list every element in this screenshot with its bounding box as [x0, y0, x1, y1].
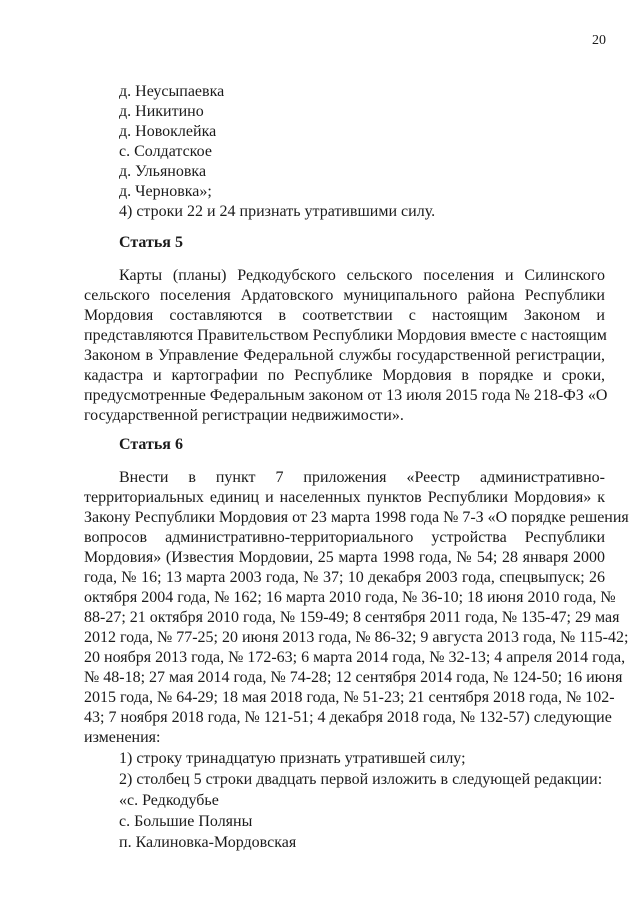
list-item: 4) строки 22 и 24 признать утратившими силу.: [119, 203, 436, 220]
article-6-line: Внести в пункт 7 приложения «Реестр административно-: [119, 469, 605, 486]
list-item: с. Солдатское: [119, 143, 212, 160]
article-6-line: 88-27; 21 октября 2010 года, № 159-49; 8 сентября 2011 года, № 135-47; 29 мая: [84, 609, 620, 626]
change-item: 1) строку тринадцатую признать утратившей силу;: [119, 750, 466, 767]
article-6-line: 43; 7 ноября 2018 года, № 121-51; 4 декабря 2018 года, № 132-57) следующие: [84, 709, 612, 726]
list-item: д. Неусыпаевка: [119, 83, 225, 100]
article-6-line: 2012 года, № 77-25; 20 июня 2013 года, № 86-32; 9 августа 2013 года, № 115-42;: [84, 629, 629, 646]
change-item: с. Большие Поляны: [119, 813, 253, 830]
change-item: «с. Редкодубье: [119, 792, 219, 809]
article-6-line: 20 ноября 2013 года, № 172-63; 6 марта 2014 года, № 32-13; 4 апреля 2014 года,: [84, 649, 626, 666]
article-6-line: вопросов административно-территориального устройства Республики: [84, 529, 605, 546]
article-6-line: территориальных единиц и населенных пунктов Республики Мордовия» к: [84, 489, 605, 506]
article-6-line: 2015 года, № 64-29; 18 мая 2018 года, № 51-23; 21 сентября 2018 года, № 102-: [84, 689, 615, 706]
page-number: 20: [592, 33, 606, 48]
article-6-line: года, № 16; 13 марта 2003 года, № 37; 10 декабря 2003 года, спецвыпуск; 26: [84, 569, 605, 586]
article-5-line: Мордовия составляются в соответствии с настоящим Законом и: [84, 307, 605, 324]
article-5-line: Законом в Управление Федеральной службы государственной регистрации,: [84, 347, 605, 364]
change-item: п. Калиновка-Мордовская: [119, 834, 297, 851]
list-item: д. Ульяновка: [119, 163, 207, 180]
list-item: д. Черновка»;: [119, 183, 212, 200]
article-6-line: изменения:: [84, 729, 161, 746]
article-6-line: Закону Республики Мордовия от 23 марта 1998 года № 7-З «О порядке решения: [84, 509, 629, 526]
article-6-line: Мордовия» (Известия Мордовии, 25 марта 1998 года, № 54; 28 января 2000: [84, 549, 605, 566]
list-item: д. Новоклейка: [119, 123, 217, 140]
article-5-heading: Статья 5: [119, 234, 183, 251]
article-5-line: государственной регистрации недвижимости».: [84, 407, 404, 424]
article-6-heading: Статья 6: [119, 436, 183, 453]
article-5-line: представляются Правительством Республики Мордовия вместе с настоящим: [84, 327, 607, 344]
article-5-line: предусмотренные Федеральным законом от 13 июля 2015 года № 218-ФЗ «О: [84, 387, 608, 404]
article-5-line: Карты (планы) Редкодубского сельского поселения и Силинского: [119, 267, 605, 284]
article-5-line: сельского поселения Ардатовского муниципального района Республики: [84, 287, 605, 304]
change-item: 2) столбец 5 строки двадцать первой изложить в следующей редакции:: [119, 771, 603, 788]
article-6-line: № 48-18; 27 мая 2014 года, № 74-28; 12 сентября 2014 года, № 124-50; 16 июня: [84, 669, 623, 686]
article-6-line: октября 2004 года, № 162; 16 марта 2010 года, № 36-10; 18 июня 2010 года, №: [84, 589, 616, 606]
article-5-line: кадастра и картографии по Республике Мордовия в порядке и сроки,: [84, 367, 605, 384]
list-item: д. Никитино: [119, 103, 204, 120]
